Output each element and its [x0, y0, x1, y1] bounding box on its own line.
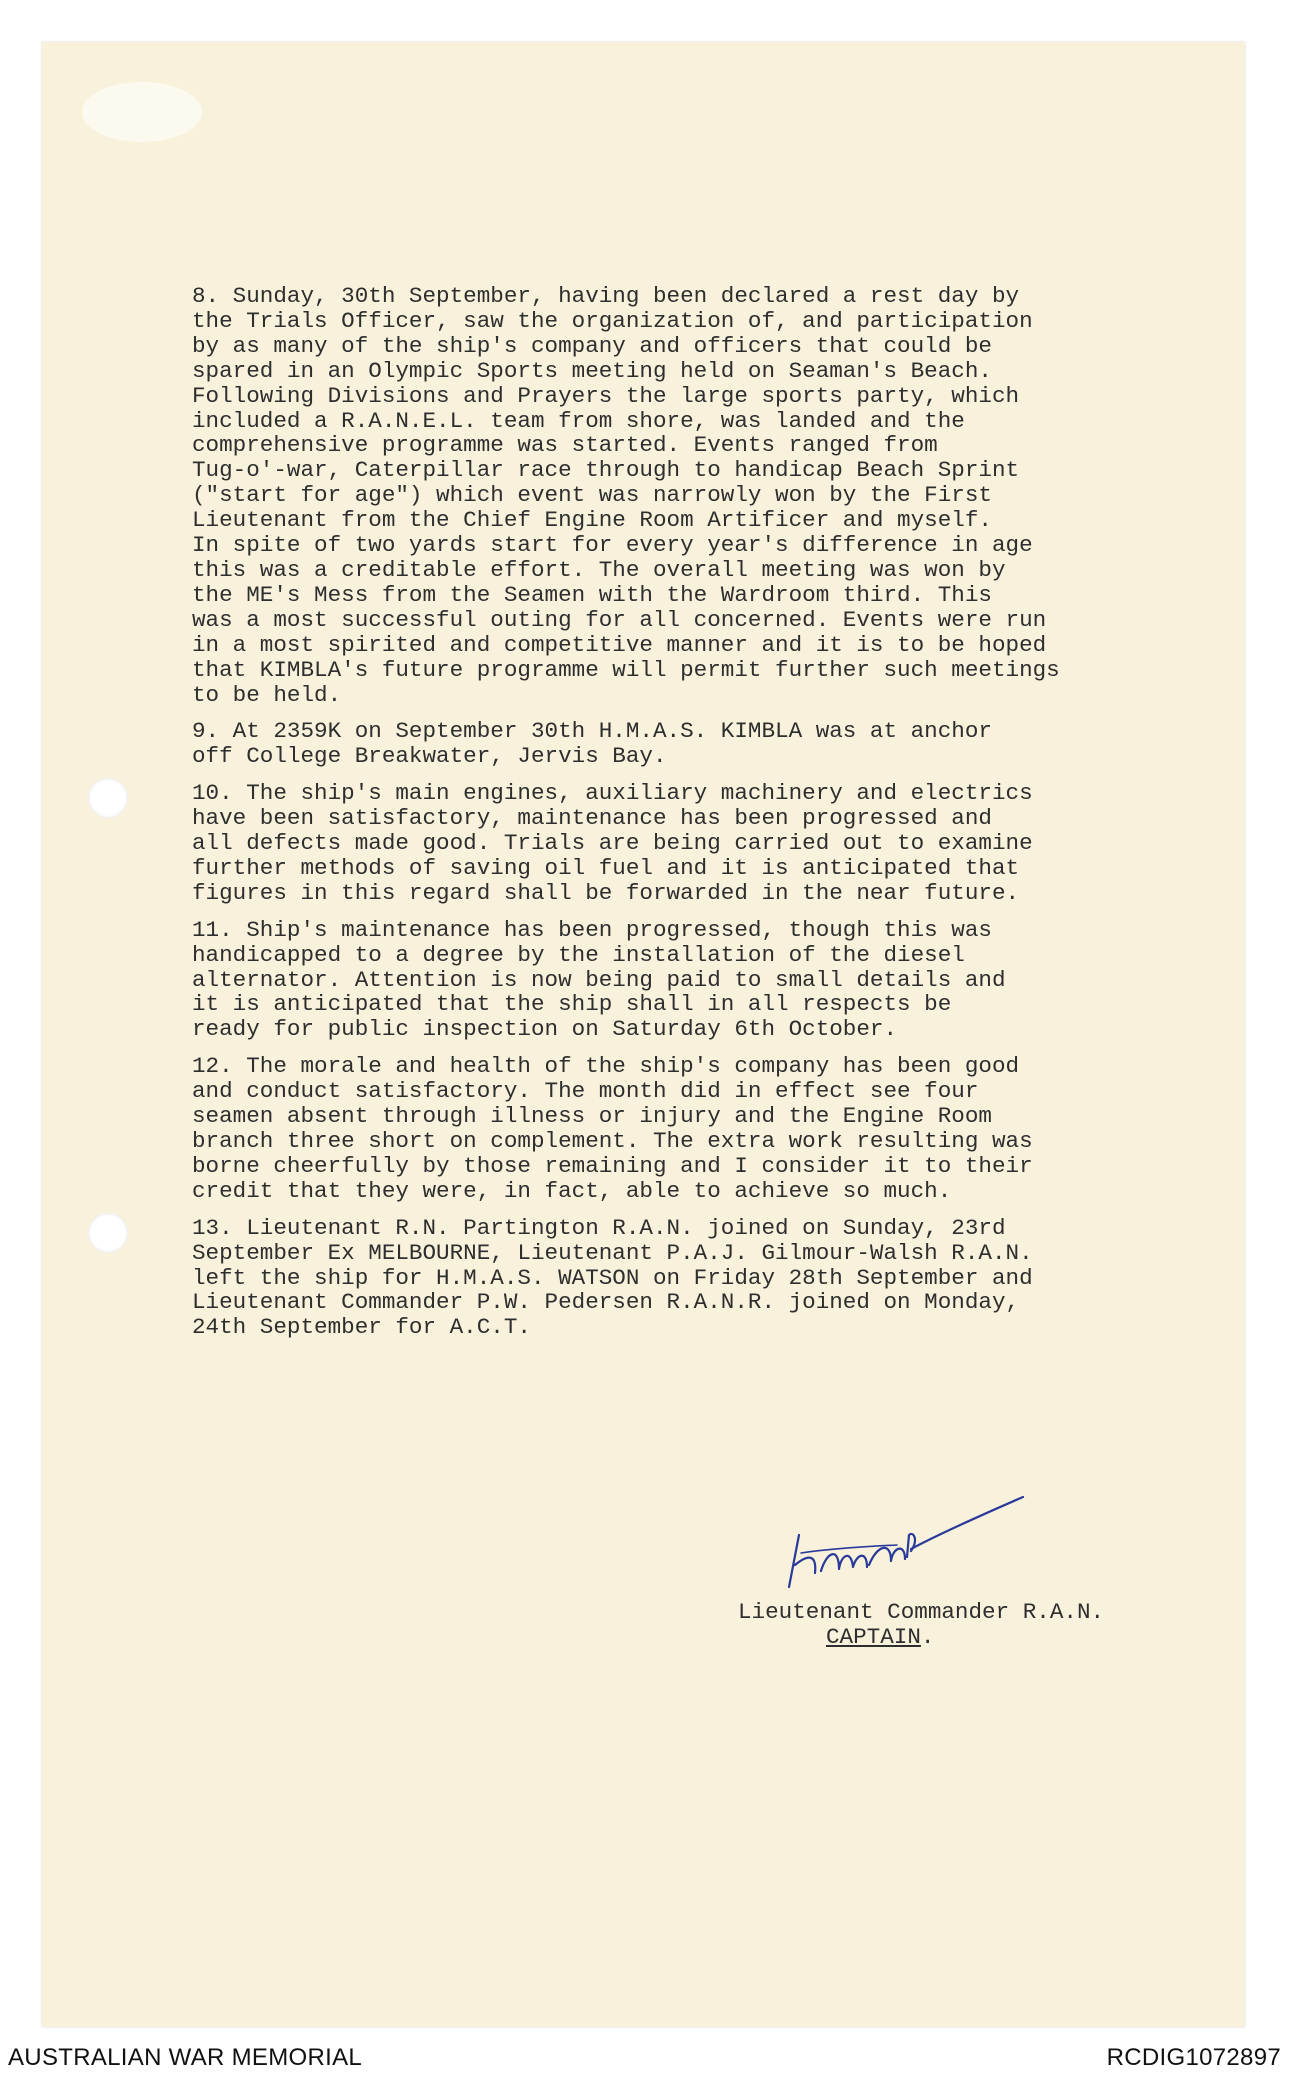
paragraph-13: 13. Lieutenant R.N. Partington R.A.N. joined on Sunday, 23rd September Ex MELBOURNE, Lieutenant P.A.J. Gilmour-Walsh R.A.N. left the ship for H.M.A.S. WATSON on Friday 28th September and Lieutenant Commander P.W. Pedersen R.A.N.R. joined on Monday, 24th September for A.C.T. — [192, 1214, 1033, 1341]
footer-id: RCDIG1072897 — [1106, 2044, 1281, 2071]
footer-source: AUSTRALIAN WAR MEMORIAL — [8, 2044, 363, 2071]
paragraph-11: 11. Ship's maintenance has been progressed, though this was handicapped to a degree by the installation of the diesel alternator. Attention is now being paid to small details and it is anticipated that the ship shall in all respects be ready for public inspection on Saturday 6th October. — [192, 916, 1006, 1043]
signature-rank: Lieutenant Commander R.A.N. — [738, 1599, 1105, 1625]
handwritten-signature — [787, 1495, 1027, 1595]
signature-title-suffix: . — [920, 1624, 935, 1650]
paragraph-8: 8. Sunday, 30th September, having been declared a rest day by the Trials Officer, saw the organization of, and participation by as many of the ship's company and officers that could be spared in an Olympic Sports meeting held on Seaman's Beach. Following Divisions and Prayers the large sports party, which included a R.A.N.E.L. team from shore, was landed and the comprehensive programme was started. Events ranged from Tug-o'-war, Caterpillar race through to handicap Beach Sprint ("start for age") which event was narrowly won by the First Lieutenant from the Chief Engine Room Artificer and myself. In spite of two yards start for every year's difference in age this was a creditable effort. The overall meeting was won by the ME's Mess from the Seamen with the Wardroom third. This was a most successful outing for all concerned. Events were run in a most spirited and competitive manner and it is to be hoped that KIMBLA's future programme will permit further such meetings to be held. — [192, 283, 1060, 708]
signature-title-text: CAPTAIN — [826, 1624, 921, 1650]
punch-hole-upper — [88, 778, 128, 818]
paragraph-10: 10. The ship's main engines, auxiliary machinery and electrics have been satisfactory, maintenance has been progressed and all defects made good. Trials are being carried out to examine further methods of saving oil fuel and it is anticipated that figures in this regard shall be forwarded in the near future. — [192, 780, 1033, 906]
signature-stroke — [789, 1497, 1023, 1587]
signature-title — [826, 1625, 934, 1650]
document-page — [42, 42, 1245, 2027]
paragraph-12: 12. The morale and health of the ship's company has been good and conduct satisfactory. The month did in effect see four seamen absent through illness or injury and the Engine Room branch three short on complement. The extra work resulting was borne cheerfully by those remaining and I consider it to their credit that they were, in fact, able to achieve so much. — [192, 1053, 1033, 1204]
paragraph-9: 9. At 2359K on September 30th H.M.A.S. KIMBLA was at anchor off College Breakwater, Jervis Bay. — [192, 718, 992, 770]
punch-hole-lower — [88, 1213, 128, 1253]
letter-body — [192, 284, 1152, 1352]
paper-stain — [82, 82, 202, 142]
